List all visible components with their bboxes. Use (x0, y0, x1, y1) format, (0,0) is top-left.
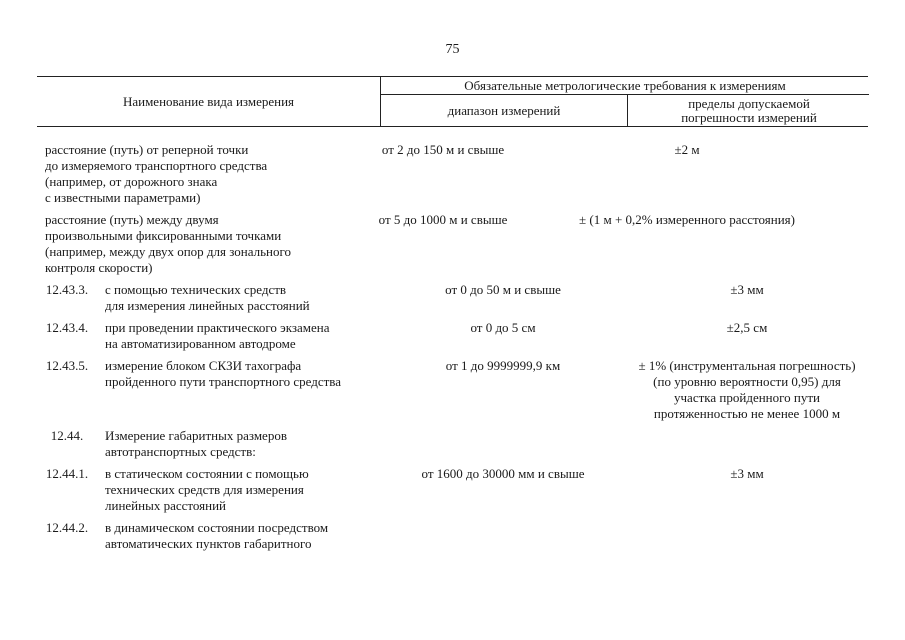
row-name-line: пройденного пути транспортного средства (105, 374, 342, 389)
row-limit-line: ±2,5 см (726, 320, 768, 335)
row-name-line: с помощью технических средств (105, 282, 287, 297)
table-row (37, 142, 868, 206)
row-range: от 0 до 5 см (470, 320, 536, 335)
row-name (97, 358, 380, 390)
row-name-line: линейных расстояний (105, 498, 226, 513)
table-row (37, 320, 868, 352)
row-name-line: (например, от дорожного знака (45, 174, 218, 189)
row-name-line: в динамическом состоянии посредством (105, 520, 329, 535)
row-name (97, 520, 380, 552)
row-limit (626, 282, 868, 298)
row-limit-line: ±3 мм (730, 282, 764, 297)
row-name-line: автоматических пунктов габаритного (105, 536, 312, 551)
row-limit-line: протяженностью не менее 1000 м (653, 406, 841, 421)
row-name-line: Измерение габаритных размеров (105, 428, 287, 443)
header-limits-line1: пределы допускаемой (688, 95, 810, 111)
row-range: от 2 до 150 м и свыше (381, 142, 505, 157)
row-name-line: с известными параметрами) (45, 190, 201, 205)
row-name-line: до измеряемого транспортного средства (45, 158, 268, 173)
table-body (37, 142, 868, 558)
row-name-line: технических средств для измерения (105, 482, 304, 497)
row-name-line: (например, между двух опор для зонального (45, 244, 292, 259)
header-measurement-name: Наименование вида измерения (122, 93, 295, 109)
row-name (37, 212, 320, 276)
row-name-line: произвольными фиксированными точками (45, 228, 282, 243)
table-row (37, 282, 868, 314)
row-range: от 0 до 50 м и свыше (445, 282, 561, 297)
table-row (37, 358, 868, 422)
row-name-line: при проведении практического экзамена (105, 320, 330, 335)
table-header (37, 76, 868, 127)
row-limit-line: ± (1 м + 0,2% измеренного расстояния) (579, 212, 795, 227)
row-code: 12.43.5. (45, 358, 89, 373)
row-limit (566, 142, 808, 158)
row-name-line: в статическом состоянии с помощью (105, 466, 309, 481)
row-name (97, 320, 380, 352)
row-name-line: расстояние (путь) между двумя (45, 212, 219, 227)
row-limit-line: (по уровню вероятности 0,95) для (653, 374, 841, 389)
row-limit (566, 212, 808, 228)
row-name (97, 466, 380, 514)
row-name-line: контроля скорости) (45, 260, 153, 275)
header-limits-line2: погрешности измерений (681, 109, 817, 125)
row-limit (626, 466, 868, 482)
header-requirements-title: Обязательные метрологические требования к измерениям (381, 77, 869, 95)
row-code: 12.44. (50, 428, 84, 443)
row-code: 12.44.1. (45, 466, 89, 481)
row-code: 12.43.4. (45, 320, 89, 335)
row-range: от 5 до 1000 м и свыше (378, 212, 508, 227)
table-row (37, 520, 868, 552)
row-limit-line: участка пройденного пути (674, 390, 820, 405)
header-limits (627, 95, 870, 126)
table-row (37, 212, 868, 276)
table-row (37, 466, 868, 514)
row-name-line: расстояние (путь) от реперной точки (45, 142, 249, 157)
row-limit-line: ±2 м (674, 142, 700, 157)
header-requirements-group (380, 77, 869, 126)
row-limit (626, 358, 868, 422)
row-name-line: измерение блоком СКЗИ тахографа (105, 358, 302, 373)
row-limit-line: ± 1% (инструментальная погрешность) (638, 358, 856, 373)
row-code: 12.44.2. (45, 520, 89, 535)
page-number: 75 (445, 42, 460, 57)
row-name-line: для измерения линейных расстояний (105, 298, 310, 313)
row-name (97, 282, 380, 314)
row-name (97, 428, 380, 460)
row-limit-line: ±3 мм (730, 466, 764, 481)
row-range: от 1600 до 30000 мм и свыше (421, 466, 585, 481)
row-name-line: автотранспортных средств: (105, 444, 256, 459)
row-name (37, 142, 320, 206)
table-row (37, 428, 868, 460)
row-code: 12.43.3. (45, 282, 89, 297)
row-limit (626, 320, 868, 336)
row-name-line: на автоматизированном автодроме (105, 336, 296, 351)
header-range: диапазон измерений (447, 102, 561, 118)
row-range: от 1 до 9999999,9 км (445, 358, 561, 373)
